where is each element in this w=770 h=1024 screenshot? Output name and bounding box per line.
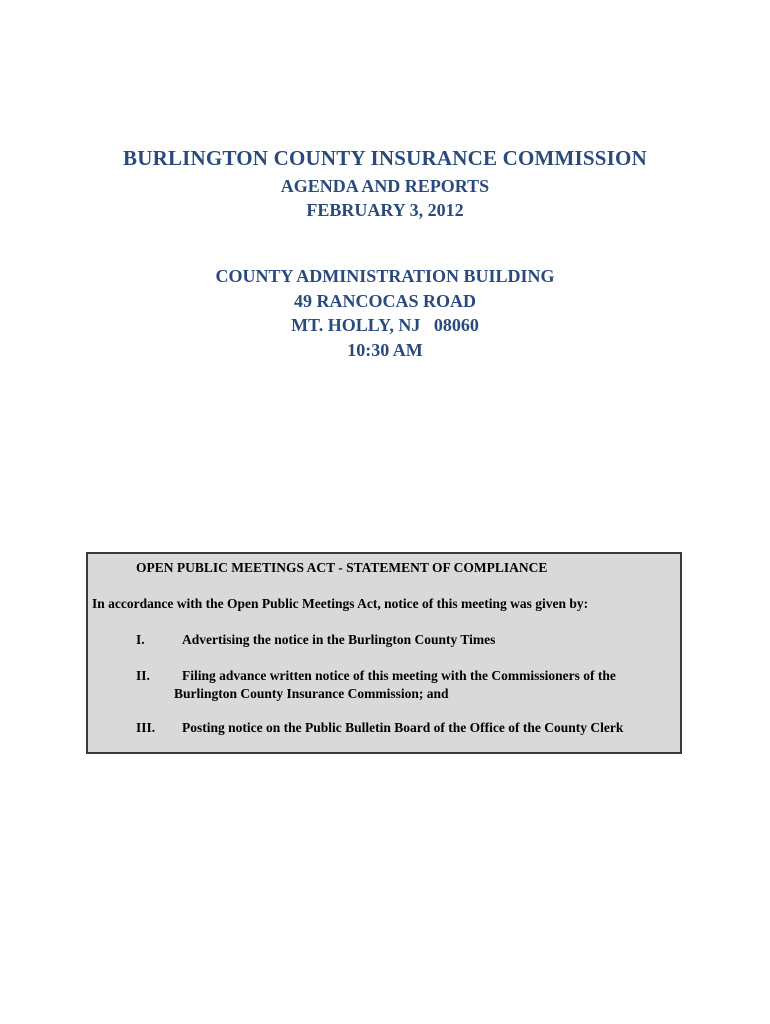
venue-street: 49 RANCOCAS ROAD	[293, 290, 476, 311]
item-numeral: III.	[136, 720, 156, 735]
item-numeral: I.	[136, 632, 145, 647]
venue-building: COUNTY ADMINISTRATION BUILDING	[215, 266, 555, 286]
compliance-statement-box	[86, 552, 682, 754]
item-numeral: II.	[136, 668, 150, 683]
item-text: Filing advance written notice of this meeting with the Commissioners of the	[182, 668, 616, 683]
document-title: BURLINGTON COUNTY INSURANCE COMMISSION	[123, 146, 647, 170]
meeting-date: FEBRUARY 3, 2012	[306, 200, 464, 220]
item-text: Posting notice on the Public Bulletin Board of the Office of the County Clerk	[182, 720, 624, 735]
compliance-heading: OPEN PUBLIC MEETINGS ACT - STATEMENT OF COMPLIANCE	[136, 560, 548, 575]
item-text-continued: Burlington County Insurance Commission; and	[174, 686, 449, 701]
compliance-intro: In accordance with the Open Public Meetings Act, notice of this meeting was given by:	[92, 596, 589, 611]
meeting-venue	[0, 264, 770, 362]
venue-city: MT. HOLLY, NJ 08060	[291, 315, 479, 335]
document-subtitle: AGENDA AND REPORTS	[280, 176, 490, 196]
item-text: Advertising the notice in the Burlington County Times	[182, 632, 496, 647]
venue-time: 10:30 AM	[347, 339, 423, 360]
